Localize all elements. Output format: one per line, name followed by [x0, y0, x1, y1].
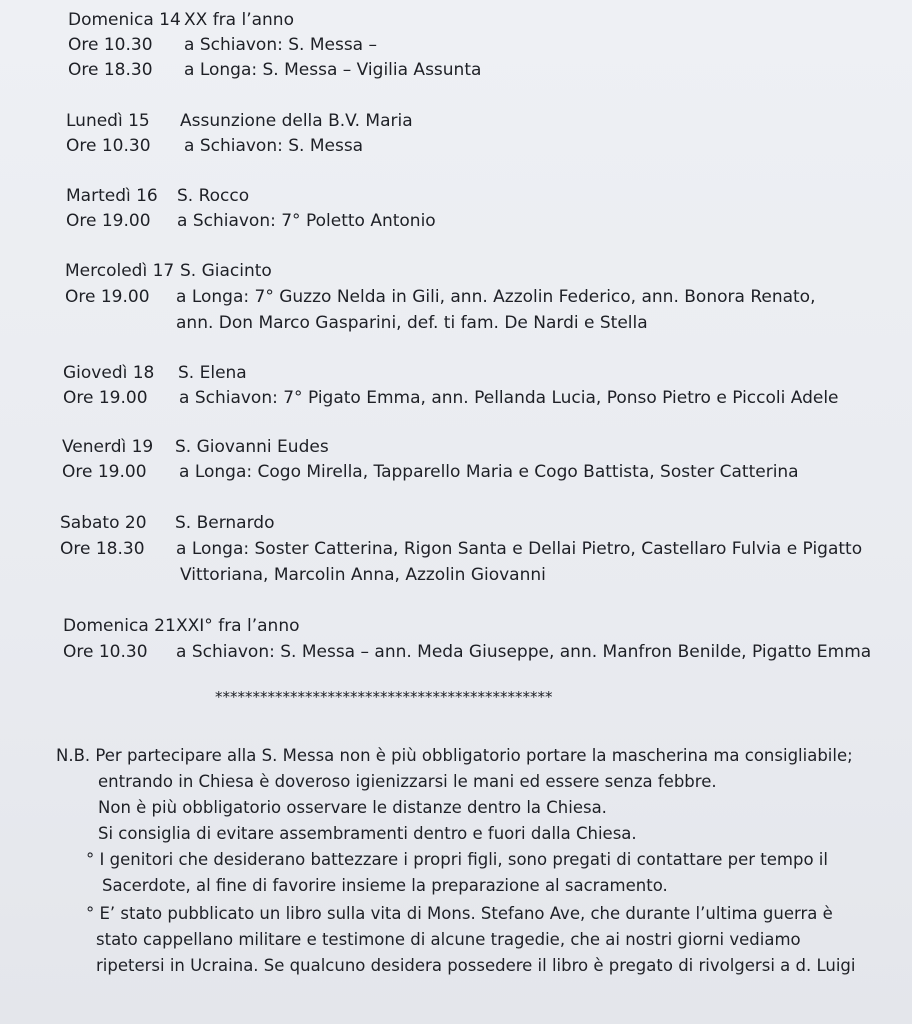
note-line: entrando in Chiesa è doveroso igienizzarsi le mani ed essere senza febbre. [98, 772, 717, 791]
feast-label: Assunzione della B.V. Maria [180, 111, 413, 131]
mass-time: Ore 10.30 [68, 35, 153, 55]
mass-text: a Longa: S. Messa – Vigilia Assunta [184, 60, 482, 80]
feast-label: XXI° fra l’anno [176, 616, 300, 636]
mass-text: a Longa: Soster Catterina, Rigon Santa e Dellai Pietro, Castellaro Fulvia e Pigatto [176, 539, 863, 559]
note-line: N.B. Per partecipare alla S. Messa non è più obbligatorio portare la mascherina ma consigliabile; [56, 746, 853, 765]
note-line: Si consiglia di evitare assembramenti dentro e fuori dalla Chiesa. [98, 824, 637, 843]
note-bullet-line: ° E’ stato pubblicato un libro sulla vita di Mons. Stefano Ave, che durante l’ultima guerra è [86, 904, 833, 923]
day-label: Giovedì 18 [63, 363, 155, 383]
mass-time: Ore 19.00 [65, 287, 150, 307]
feast-label: XX fra l’anno [184, 10, 294, 30]
mass-text: a Schiavon: S. Messa [184, 136, 364, 156]
note-bullet-line: ° I genitori che desiderano battezzare i propri figli, sono pregati di contattare per tempo il [86, 850, 828, 869]
mass-text: a Schiavon: 7° Pigato Emma, ann. Pellanda Lucia, Ponso Pietro e Piccoli Adele [179, 388, 839, 408]
note-bullet-line: stato cappellano militare e testimone di alcune tragedie, che ai nostri giorni vediamo [96, 930, 801, 949]
feast-label: S. Giovanni Eudes [175, 437, 329, 457]
day-label: Domenica 21 [63, 616, 176, 636]
day-label: Martedì 16 [66, 186, 158, 206]
mass-time: Ore 19.00 [62, 462, 147, 482]
day-label: Lunedì 15 [66, 111, 150, 131]
day-label: Venerdì 19 [62, 437, 154, 457]
note-bullet-line: Sacerdote, al fine di favorire insieme la preparazione al sacramento. [102, 876, 668, 895]
mass-time: Ore 18.30 [68, 60, 153, 80]
mass-text: a Schiavon: 7° Poletto Antonio [177, 211, 436, 231]
feast-label: S. Rocco [177, 186, 250, 206]
separator-line: ********************************************* [215, 688, 553, 706]
note-bullet-line: ripetersi in Ucraina. Se qualcuno desidera possedere il libro è pregato di rivolgersi a d. Luigi [96, 956, 856, 975]
mass-time: Ore 10.30 [63, 642, 148, 662]
note-line: Non è più obbligatorio osservare le distanze dentro la Chiesa. [98, 798, 607, 817]
feast-label: S. Giacinto [180, 261, 272, 281]
feast-label: S. Bernardo [175, 513, 275, 533]
mass-text: a Longa: 7° Guzzo Nelda in Gili, ann. Azzolin Federico, ann. Bonora Renato, [176, 287, 816, 307]
mass-text: a Schiavon: S. Messa – ann. Meda Giuseppe, ann. Manfron Benilde, Pigatto Emma [176, 642, 872, 662]
day-label: Mercoledì 17 [65, 261, 175, 281]
mass-time: Ore 18.30 [60, 539, 145, 559]
mass-text: ann. Don Marco Gasparini, def. ti fam. De Nardi e Stella [176, 313, 648, 333]
mass-time: Ore 19.00 [66, 211, 151, 231]
mass-text: a Schiavon: S. Messa – [184, 35, 378, 55]
day-label: Domenica 14 [68, 10, 181, 30]
mass-text: a Longa: Cogo Mirella, Tapparello Maria e Cogo Battista, Soster Catterina [179, 462, 799, 482]
day-label: Sabato 20 [60, 513, 147, 533]
mass-time: Ore 19.00 [63, 388, 148, 408]
feast-label: S. Elena [178, 363, 247, 383]
mass-time: Ore 10.30 [66, 136, 151, 156]
mass-text: Vittoriana, Marcolin Anna, Azzolin Giovanni [180, 565, 546, 585]
